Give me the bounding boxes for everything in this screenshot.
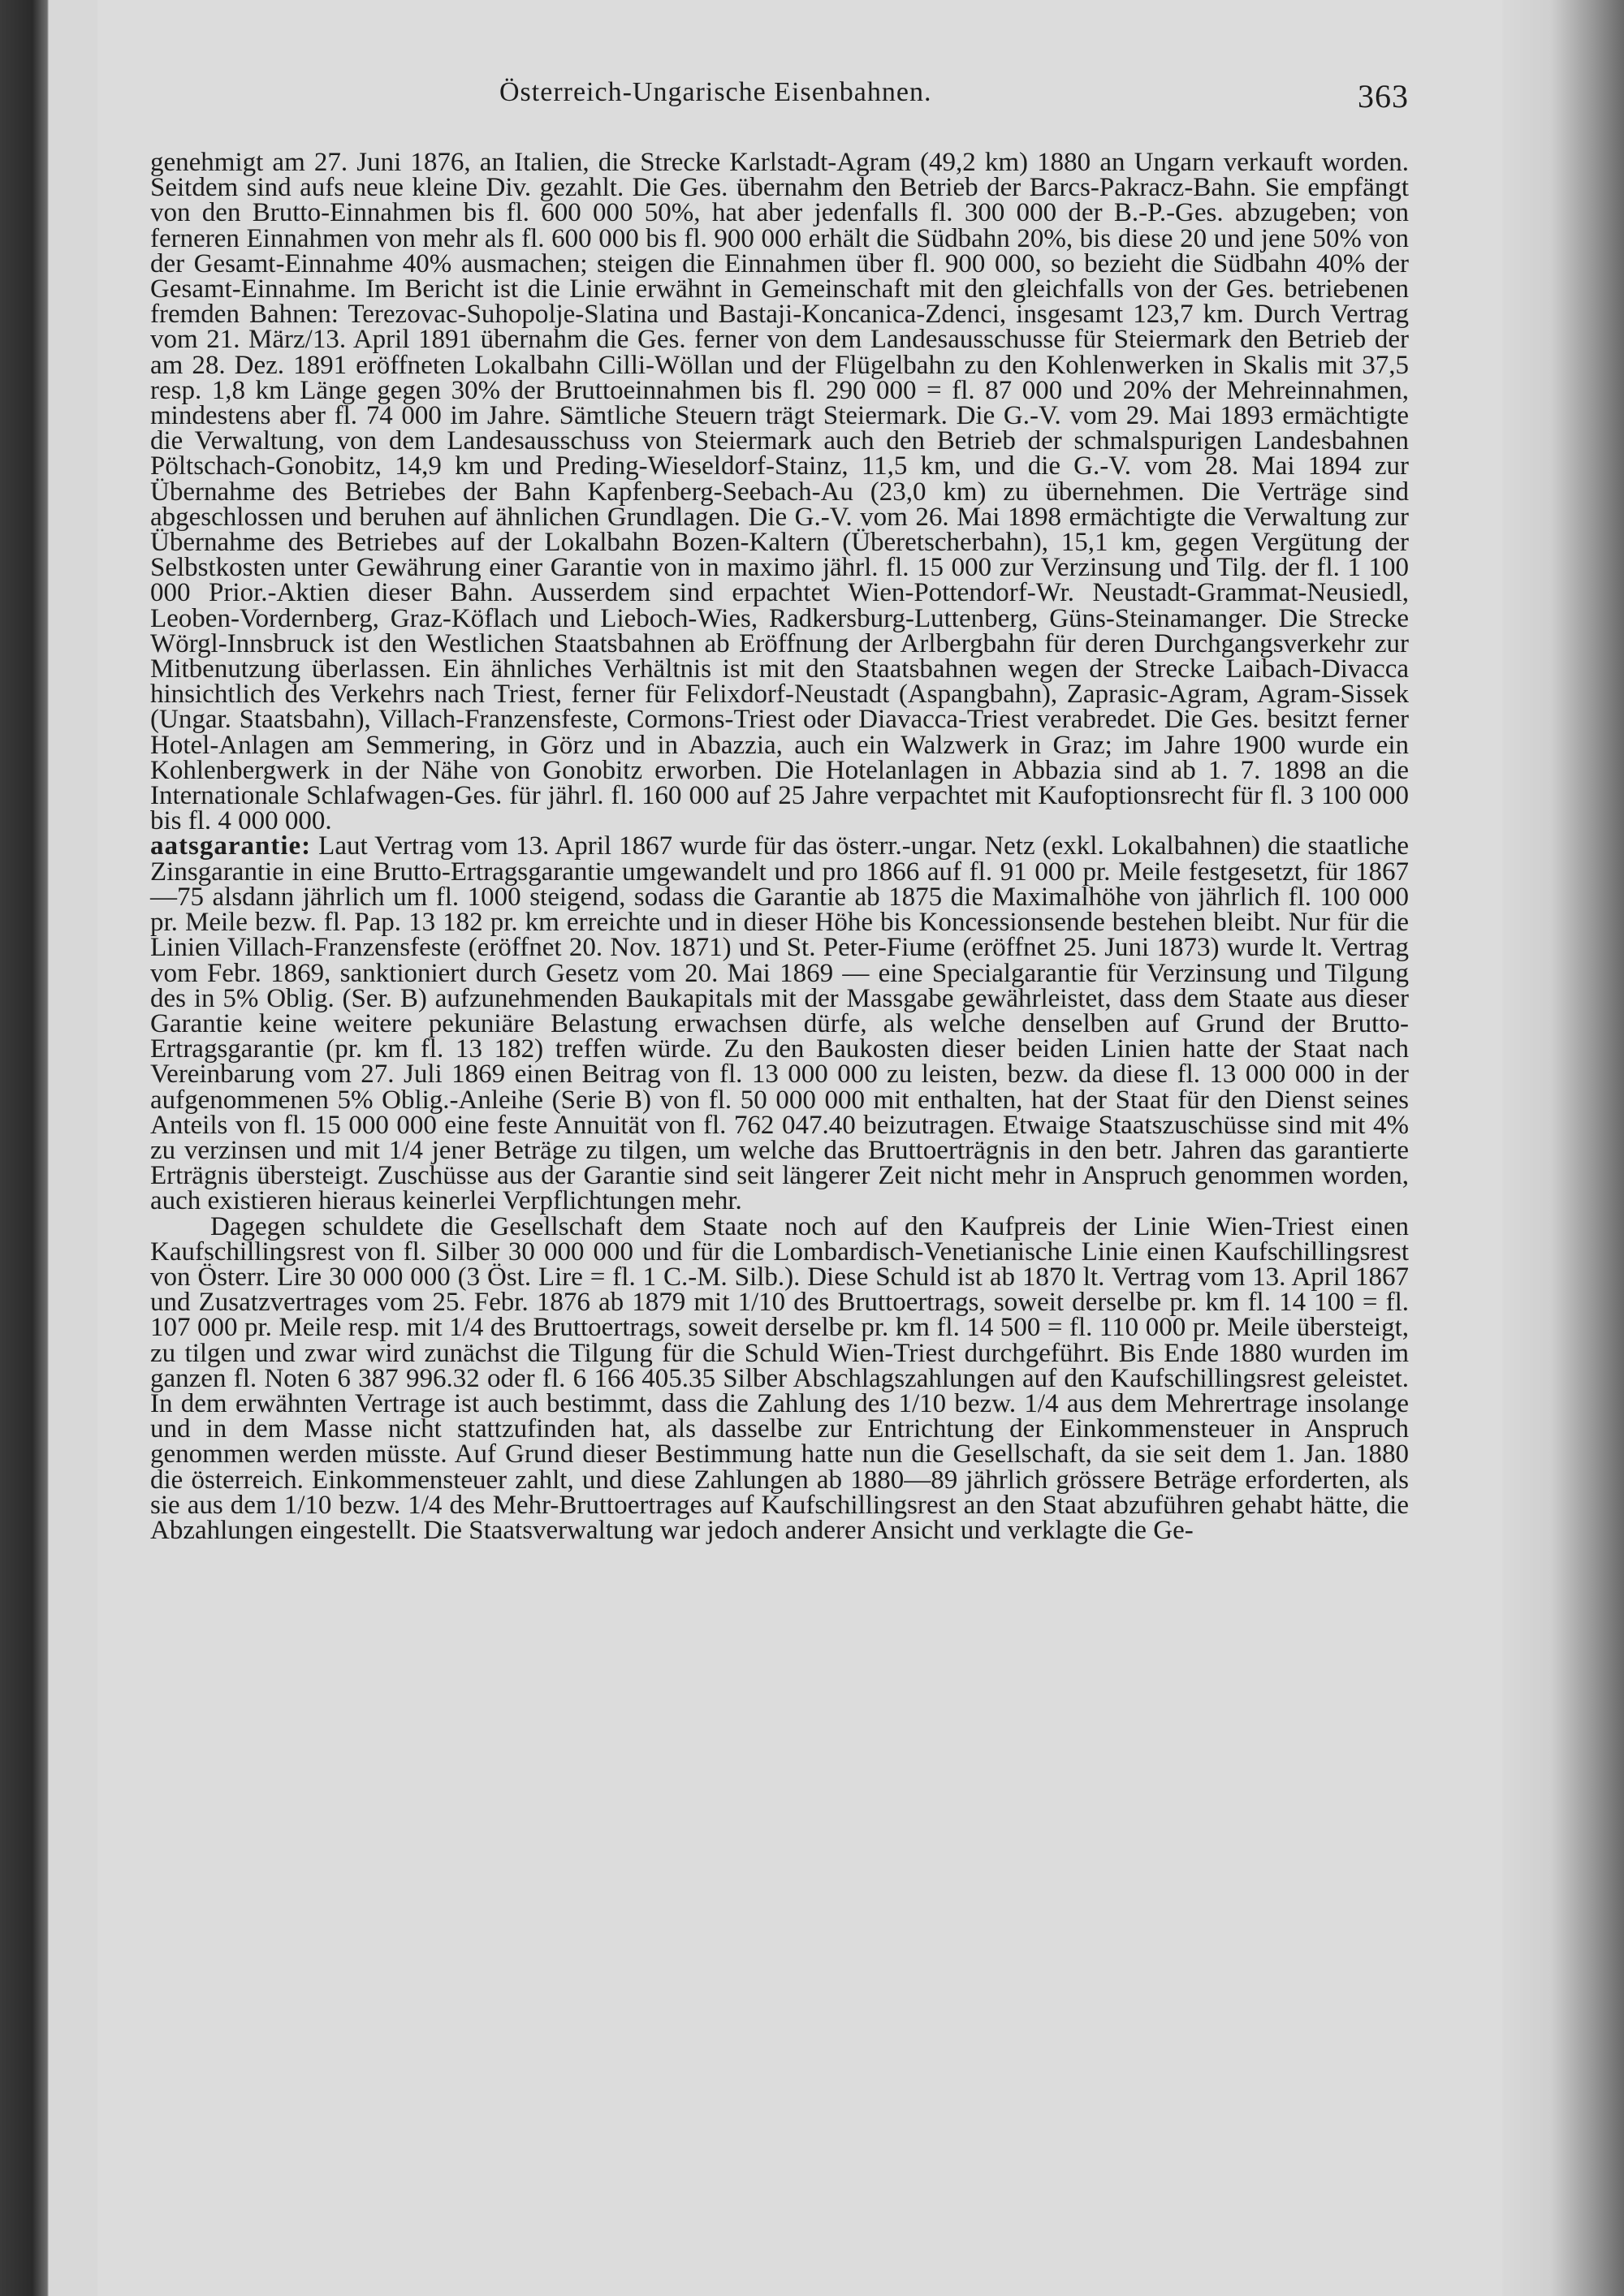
paragraph: Dagegen schuldete die Gesellschaft dem Staate noch auf den Kaufpreis der Linie Wien-Triest einen Kaufschillingsrest von fl. Silber 30 000 000 und für die Lombardisch-Venetianische Linie einen Kaufschillingsrest von Österr. Lire 30 000 000 (3 Öst. Lire = fl. 1 C.-M. Silb.). Diese Schuld ist ab 1870 lt. Vertrag vom 13. April 1867 und Zusatzvertrages vom 25. Febr. 1876 ab 1879 mit 1/10 des Bruttoertrags, soweit derselbe pr. km fl. 14 100 = fl. 107 000 pr. Meile resp. mit 1/4 des Bruttoertrags, soweit derselbe pr. km fl. 14 500 = fl. 110 000 pr. Meile übersteigt, zu tilgen und zwar wird zunächst die Tilgung für die Schuld Wien-Triest durchgeführt. Bis Ende 1880 wurden im ganzen fl. Noten 6 387 996.32 oder fl. 6 166 405.35 Silber Abschlagszahlungen auf den Kaufschillingsrest geleistet. In dem erwähnten Vertrage ist auch bestimmt, dass die Zahlung des 1/10 bezw. 1/4 aus dem Mehrertrage insolange und in dem Masse nicht stattzufinden hat, als dasselbe zur Entrichtung der Einkommensteuer in Anspruch genommen werden müsste. Auf Grund dieser Bestimmung hatte nun die Gesellschaft, da sie seit dem 1. Jan. 1880 die österreich. Einkommensteuer zahlt, und diese Zahlungen ab 1880—89 jährlich grössere Beträge erforderten, als sie aus dem 1/10 bezw. 1/4 des Mehr-Bruttoertrages auf Kaufschillingsrest an den Staat abzuführen gehabt hätte, die Abzahlungen eingestellt. Die Staatsverwaltung war jedoch anderer Ansicht und verklagte die Ge- <box>150 1211 1409 1545</box>
paragraph-text: Laut Vertrag vom 13. April 1867 wurde für das österr.-ungar. Netz (exkl. Lokalbahnen) die staatliche Zinsgarantie in eine Brutto-Ertragsgarantie umgewandelt und pro 1866 auf fl. 91 000 pr. Meile festgesetzt, für 1867—75 alsdann jährlich um fl. 1000 steigend, sodass die Garantie ab 1875 die Maximalhöhe von jährlich fl. 100 000 pr. Meile bezw. fl. Pap. 13 182 pr. km erreichte und in dieser Höhe bis Koncessionsende bestehen bleibt. Nur für die Linien Villach-Franzensfeste (eröffnet 20. Nov. 1871) und St. Peter-Fiume (eröffnet 25. Juni 1873) wurde lt. Vertrag vom Febr. 1869, sanktioniert durch Gesetz vom 20. Mai 1869 — eine Specialgarantie für Verzinsung und Tilgung des in 5% Oblig. (Ser. B) aufzunehmenden Baukapitals mit der Massgabe gewährleistet, dass dem Staate aus dieser Garantie keine weitere pekuniäre Belastung erwachsen dürfe, als welche denselben auf Grund der Brutto-Ertragsgarantie (pr. km fl. 13 182) treffen würde. Zu den Baukosten dieser beiden Linien hatte der Staat nach Vereinbarung vom 27. Juli 1869 einen Beitrag von fl. 13 000 000 zu leisten, bezw. da diese fl. 13 000 000 in der aufgenommenen 5% Oblig.-Anleihe (Serie B) von fl. 50 000 000 mit enthalten, hat der Staat für den Dienst seines Anteils von fl. 15 000 000 eine feste Annuität von fl. 762 047.40 beizutragen. Etwaige Staatszuschüsse sind mit 4% zu verzinsen und mit 1/4 jener Beträge zu tilgen, um welche das Bruttoerträgnis in den betr. Jahren das garantierte Erträgnis übersteigt. Zuschüsse aus der Garantie sind seit längerer Zeit nicht mehr in Anspruch genommen worden, auch existieren hieraus keinerlei Verpflichtungen mehr. <box>150 831 1409 1216</box>
section-heading: aatsgarantie: <box>150 831 312 861</box>
page-number: 363 <box>1358 78 1409 114</box>
document-page <box>150 77 1409 1543</box>
paragraph <box>150 831 1409 1216</box>
paragraph: genehmigt am 27. Juni 1876, an Italien, die Strecke Karlstadt-Agram (49,2 km) 1880 an Ungarn verkauft worden. Seitdem sind aufs neue kleine Div. gezahlt. Die Ges. übernahm den Betrieb der Barcs-Pakracz-Bahn. Sie empfängt von den Brutto-Einnahmen bis fl. 600 000 50%, hat aber jedenfalls fl. 300 000 der B.-P.-Ges. abzugeben; von ferneren Einnahmen von mehr als fl. 600 000 bis fl. 900 000 erhält die Südbahn 20%, bis diese 20 und jene 50% von der Gesamt-Einnahme 40% ausmachen; steigen die Einnahmen über fl. 900 000, so bezieht die Südbahn 40% der Gesamt-Einnahme. Im Bericht ist die Linie erwähnt in Gemeinschaft mit den gleichfalls von der Ges. betriebenen fremden Bahnen: Terezovac-Suhopolje-Slatina und Bastaji-Koncanica-Zdenci, insgesamt 123,7 km. Durch Vertrag vom 21. März/13. April 1891 übernahm die Ges. ferner von dem Landesausschusse für Steiermark den Betrieb der am 28. Dez. 1891 eröffneten Lokalbahn Cilli-Wöllan und der Flügelbahn zu den Kohlenwerken in Skalis mit 37,5 resp. 1,8 km Länge gegen 30% der Bruttoeinnahmen bis fl. 290 000 = fl. 87 000 und 20% der Mehreinnahmen, mindestens aber fl. 74 000 im Jahre. Sämtliche Steuern trägt Steiermark. Die G.-V. vom 29. Mai 1893 ermächtigte die Verwaltung, von dem Landesausschuss von Steiermark auch den Betrieb der schmalspurigen Landesbahnen Pöltschach-Gonobitz, 14,9 km und Preding-Wieseldorf-Stainz, 11,5 km, und die G.-V. vom 28. Mai 1894 zur Übernahme des Betriebes der Bahn Kapfenberg-Seebach-Au (23,0 km) zu übernehmen. Die Verträge sind abgeschlossen und beruhen auf ähnlichen Grundlagen. Die G.-V. vom 26. Mai 1898 ermächtigte die Verwaltung zur Übernahme des Betriebes auf der Lokalbahn Bozen-Kaltern (Überetscherbahn), 15,1 km, gegen Vergütung der Selbstkosten unter Gewährung einer Garantie von in maximo jährl. fl. 15 000 zur Verzinsung und Tilg. der fl. 1 100 000 Prior.-Aktien dieser Bahn. Ausserdem sind erpachtet Wien-Pottendorf-Wr. Neustadt-Grammat-Neusiedl, Leoben-Vordernberg, Graz-Köflach und Lieboch-Wies, Radkersburg-Luttenberg, Güns-Steinamanger. Die Strecke Wörgl-Innsbruck ist den Westlichen Staatsbahnen ab Eröffnung der Arlbergbahn für deren Durchgangsverkehr zur Mitbenutzung überlassen. Ein ähnliches Verhältnis ist mit den Staatsbahnen wegen der Strecke Laibach-Divacca hinsichtlich des Verkehrs nach Triest, ferner für Felixdorf-Neustadt (Aspangbahn), Zaprasic-Agram, Agram-Sissek (Ungar. Staatsbahn), Villach-Franzensfeste, Cormons-Triest oder Diavacca-Triest verabredet. Die Ges. besitzt ferner Hotel-Anlagen am Semmering, in Görz und in Abazzia, auch ein Walzwerk in Graz; im Jahre 1900 wurde ein Kohlenbergwerk in der Nähe von Gonobitz erworben. Die Hotelanlagen in Abbazia sind ab 1. 7. 1898 an die Internationale Schlafwagen-Ges. für jährl. fl. 160 000 auf 25 Jahre verpachtet mit Kaufoptionsrecht für fl. 3 100 000 bis fl. 4 000 000. <box>150 148 1409 836</box>
right-page-edge <box>1502 0 1624 2296</box>
running-head <box>150 77 1409 118</box>
body-text <box>150 150 1409 1543</box>
left-page-edge <box>0 0 49 2296</box>
running-title: Österreich-Ungarische Eisenbahnen. <box>499 77 932 107</box>
book-gutter <box>49 0 97 2296</box>
